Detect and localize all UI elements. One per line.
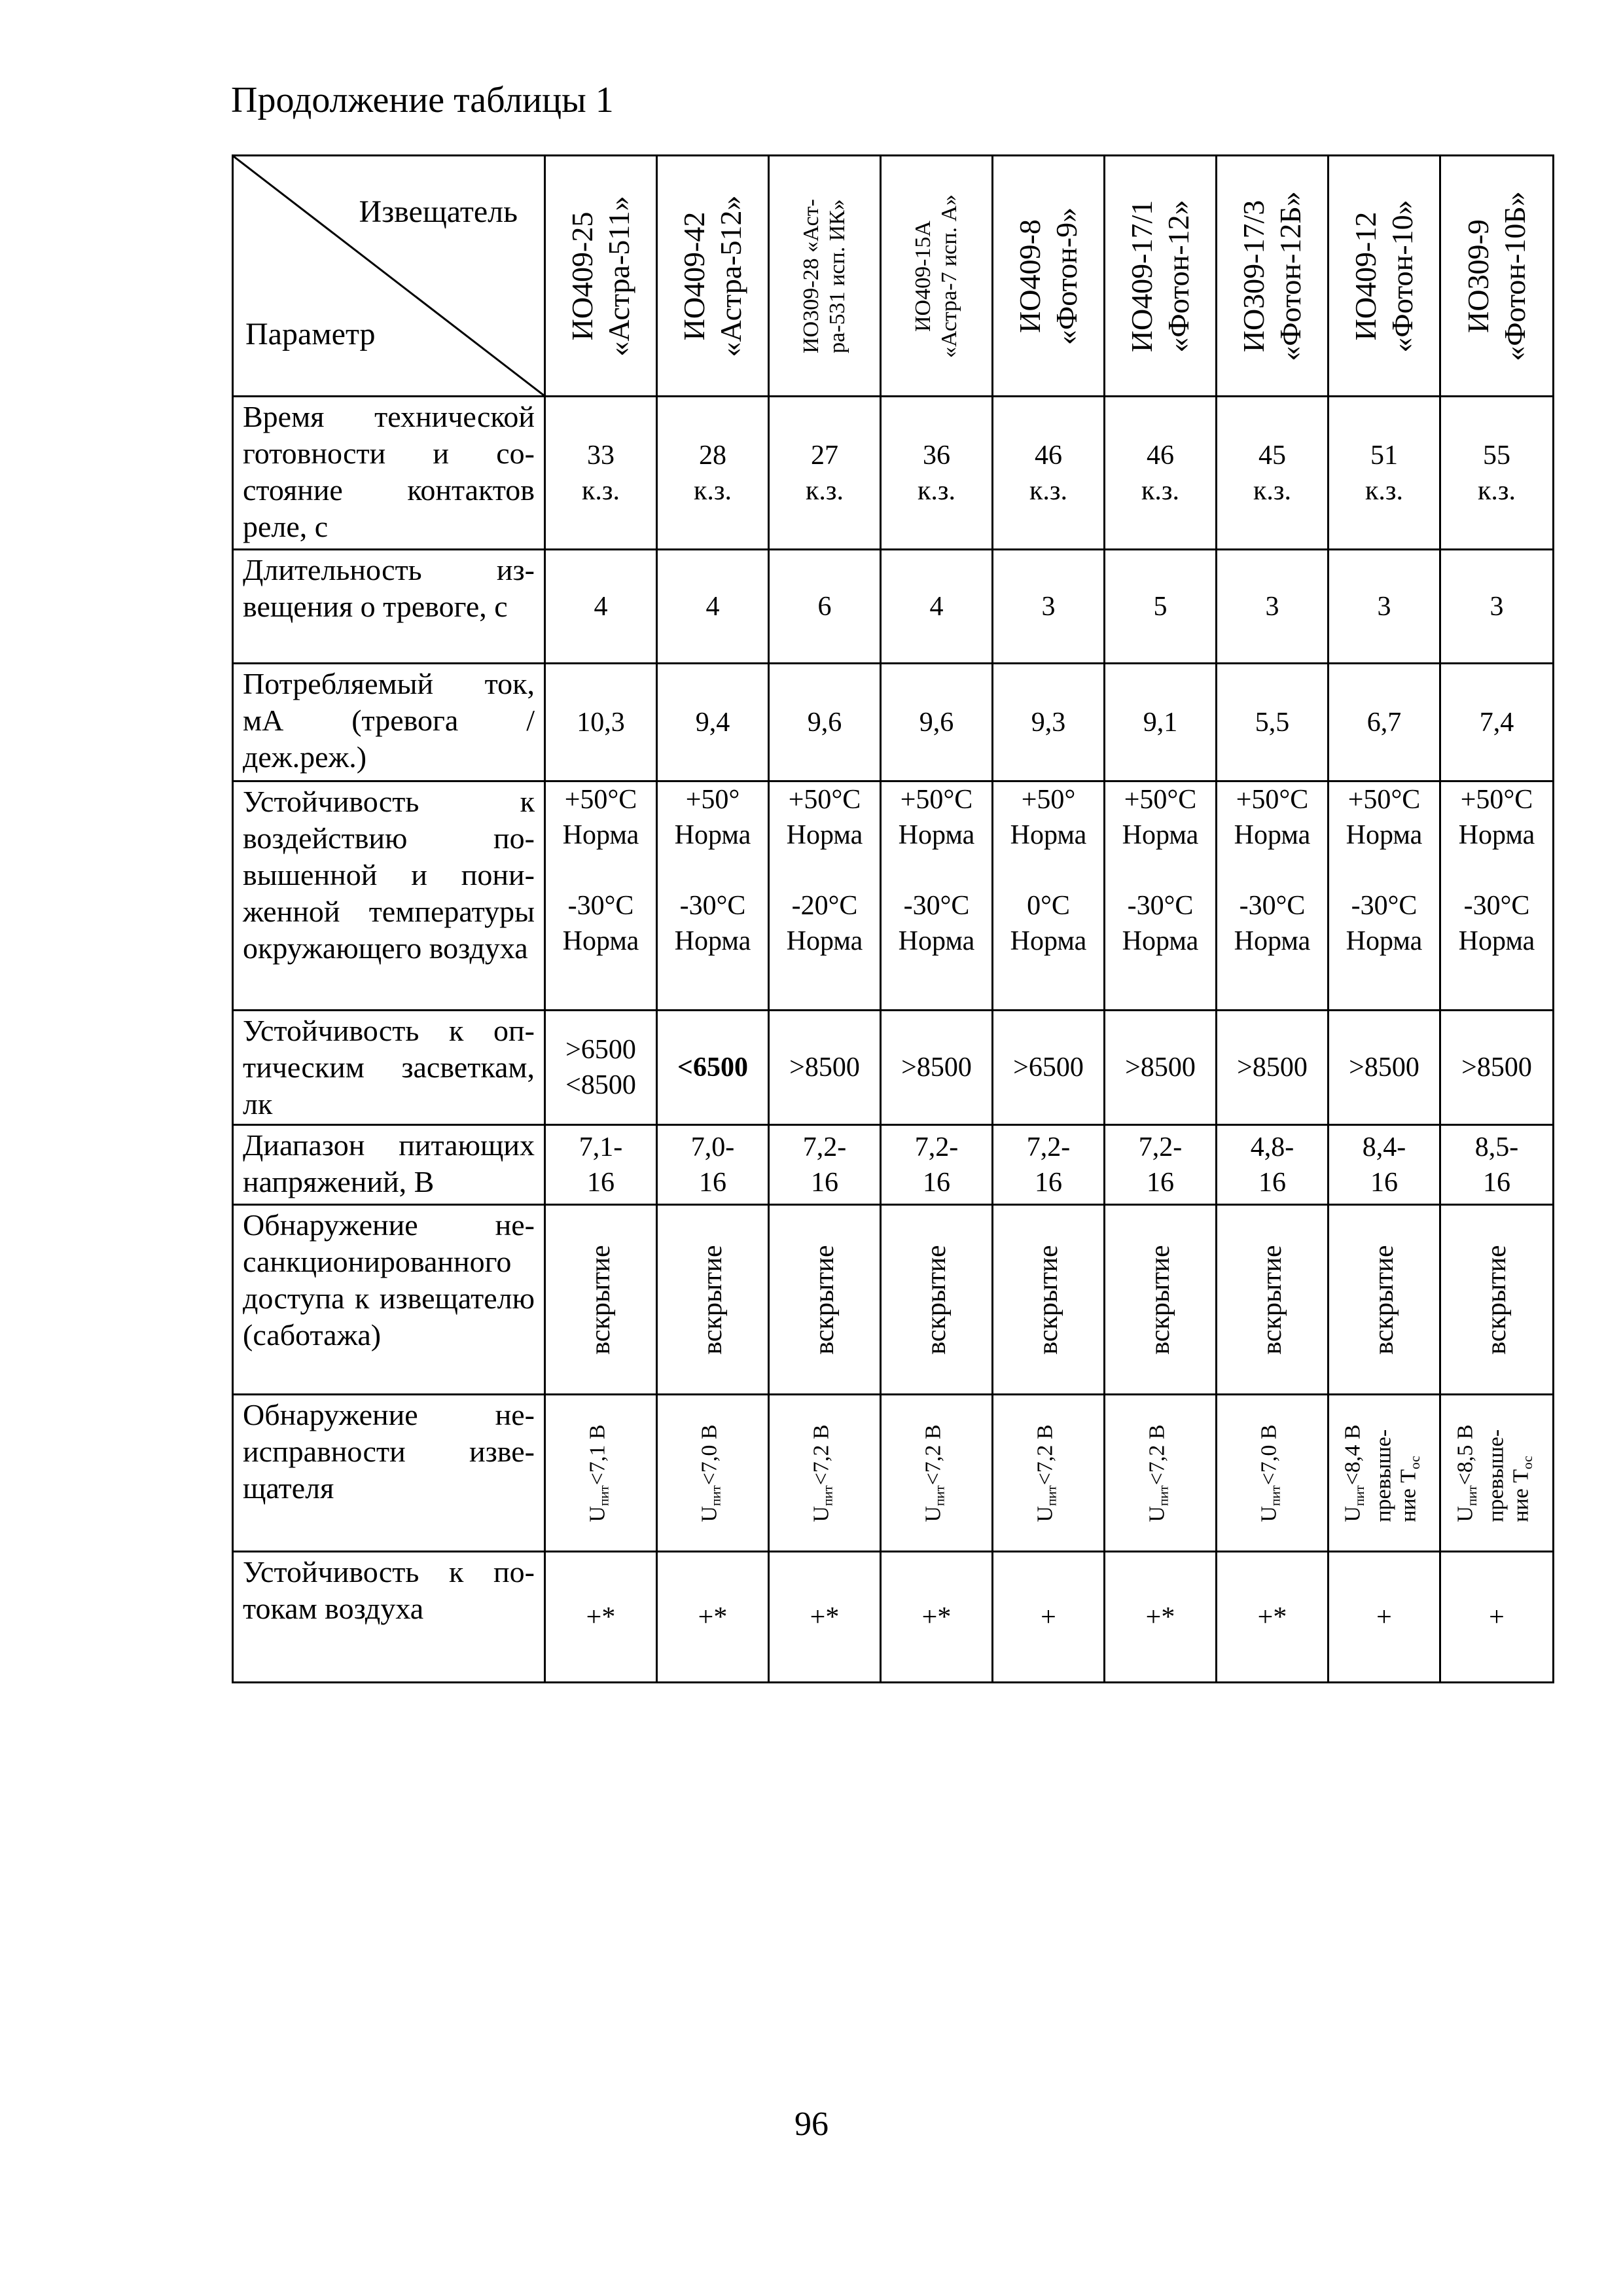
table-cell: 46 к.з. [1105,397,1217,550]
table-cell: 8,5- 16 [1440,1125,1554,1205]
corner-cell [233,156,545,397]
table-cell: >8500 [881,1011,993,1125]
row-voltage [233,1125,1554,1205]
table-cell: 33 к.з. [545,397,657,550]
row-sabotage [233,1205,1554,1395]
table-cell: +50°C Норма -30°C Норма [1105,781,1217,1011]
table-cell: $U_{пит}<7,2$ В [769,1395,881,1552]
row-alarm-duration [233,550,1554,664]
table-cell: +* [1105,1552,1217,1683]
table-cell: $U_{пит}<7,2$ В [993,1395,1105,1552]
diagonal-line [234,156,544,395]
table-cell: $U_{пит}<8,5$ В превыше- ние $T_{ос}$ [1440,1395,1554,1552]
table-cell: +50°C Норма -20°C Норма [769,781,881,1011]
param-label: Обнаружение неисправности извещателя [233,1395,545,1552]
table-cell: 4 [657,550,769,664]
table-caption: Продолжение таблицы 1 [231,80,614,120]
table-cell: >6500 <8500 [545,1011,657,1125]
table-cell: 6 [769,550,881,664]
table-cell: $U_{пит}<8,4$ В превыше- ние $T_{ос}$ [1329,1395,1440,1552]
table-cell: $U_{пит}<7,0$ В [657,1395,769,1552]
table-cell: 9,6 [769,664,881,781]
table-cell: 3 [1440,550,1554,664]
table-cell: 9,1 [1105,664,1217,781]
table-cell: вскрытие [769,1205,881,1395]
table-cell: вскрытие [657,1205,769,1395]
table-cell: 9,4 [657,664,769,781]
table-cell: 7,2- 16 [881,1125,993,1205]
table-cell: >8500 [1329,1011,1440,1125]
table-cell: +50°C Норма -30°C Норма [881,781,993,1011]
param-label: Время технической готовности и состояние контактов реле, с [233,397,545,550]
param-label: Обнаружение несанкционированного доступа к извещателю (саботажа) [233,1205,545,1395]
table-cell: 7,0- 16 [657,1125,769,1205]
table-cell: >6500 [993,1011,1105,1125]
table-cell: +* [769,1552,881,1683]
param-label: Устойчивость к потокам воздуха [233,1552,545,1683]
table-cell: 10,3 [545,664,657,781]
detector-table [232,154,1554,1683]
table-cell: 3 [993,550,1105,664]
table-cell: +50° Норма 0°C Норма [993,781,1105,1011]
table-cell: 3 [1217,550,1329,664]
table-cell: вскрытие [1105,1205,1217,1395]
table-cell: 36 к.з. [881,397,993,550]
table-cell: + [1329,1552,1440,1683]
table-cell: 4 [545,550,657,664]
table-cell: 55 к.з. [1440,397,1554,550]
device-header: ИО409-25 «Астра-511» [545,156,657,397]
param-label: Диапазон питающих напряжений, В [233,1125,545,1205]
device-header: ИО409-42 «Астра-512» [657,156,769,397]
page-number: 96 [794,2106,829,2143]
table-cell: >8500 [1440,1011,1554,1125]
table-cell: +50° Норма -30°C Норма [657,781,769,1011]
table-cell: +50°C Норма -30°C Норма [1440,781,1554,1011]
table-cell: 28 к.з. [657,397,769,550]
table-cell: вскрытие [993,1205,1105,1395]
table-cell: $U_{пит}<7,1$ В [545,1395,657,1552]
table-cell: >8500 [1217,1011,1329,1125]
device-header: ИО409-17/1 «Фотон-12» [1105,156,1217,397]
device-header: ИО309-28 «Аст- ра-531 исп. ИК» [769,156,881,397]
param-label: Устойчивость к воздействию повышенной и пониженной температуры окружающего воздуха [233,781,545,1011]
table-cell: $U_{пит}<7,0$ В [1217,1395,1329,1552]
table-cell: 4,8- 16 [1217,1125,1329,1205]
row-light [233,1011,1554,1125]
table-cell: $U_{пит}<7,2$ В [881,1395,993,1552]
table-cell: 7,2- 16 [993,1125,1105,1205]
table-cell: 8,4- 16 [1329,1125,1440,1205]
row-ready-time [233,397,1554,550]
table-cell: + [1440,1552,1554,1683]
table-cell: 6,7 [1329,664,1440,781]
device-header: ИО309-17/3 «Фотон-12Б» [1217,156,1329,397]
table-cell: вскрытие [545,1205,657,1395]
device-header: ИО409-8 «Фотон-9» [993,156,1105,397]
table-cell: + [993,1552,1105,1683]
param-label: Устойчивость к оптическим засветкам, лк [233,1011,545,1125]
table-cell: $U_{пит}<7,2$ В [1105,1395,1217,1552]
table-cell: >8500 [1105,1011,1217,1125]
table-cell: 3 [1329,550,1440,664]
table-cell: вскрытие [881,1205,993,1395]
table-cell: <6500 [657,1011,769,1125]
table-cell: 45 к.з. [1217,397,1329,550]
table-cell: 5 [1105,550,1217,664]
device-header: ИО409-12 «Фотон-10» [1329,156,1440,397]
table-cell: >8500 [769,1011,881,1125]
table-cell: 9,6 [881,664,993,781]
table-cell: 51 к.з. [1329,397,1440,550]
table-cell: 7,2- 16 [769,1125,881,1205]
table-cell: +* [657,1552,769,1683]
table-cell: 7,1- 16 [545,1125,657,1205]
table-cell: 4 [881,550,993,664]
corner-header-parameter: Параметр [245,317,376,351]
device-header: ИО309-9 «Фотон-10Б» [1440,156,1554,397]
param-label: Потребляемый ток, мА (тревога / деж.реж.) [233,664,545,781]
table-cell: 5,5 [1217,664,1329,781]
table-cell: 9,3 [993,664,1105,781]
row-temperature [233,781,1554,1011]
row-current [233,664,1554,781]
table-cell: 27 к.з. [769,397,881,550]
param-label: Длительность извещения о тревоге, с [233,550,545,664]
row-airflow [233,1552,1554,1683]
row-fault [233,1395,1554,1552]
table-cell: 7,2- 16 [1105,1125,1217,1205]
table-cell: +50°C Норма -30°C Норма [1329,781,1440,1011]
table-cell: 7,4 [1440,664,1554,781]
corner-header-detector: Извещатель [359,194,518,229]
table-cell: вскрытие [1329,1205,1440,1395]
table-cell: +* [545,1552,657,1683]
table-cell: +* [1217,1552,1329,1683]
table-cell: вскрытие [1217,1205,1329,1395]
device-header: ИО409-15А «Астра-7 исп. А» [881,156,993,397]
table-cell: 46 к.з. [993,397,1105,550]
table-cell: +50°C Норма -30°C Норма [1217,781,1329,1011]
table-cell: +50°C Норма -30°C Норма [545,781,657,1011]
table-cell: +* [881,1552,993,1683]
table-cell: вскрытие [1440,1205,1554,1395]
header-row [233,156,1554,397]
